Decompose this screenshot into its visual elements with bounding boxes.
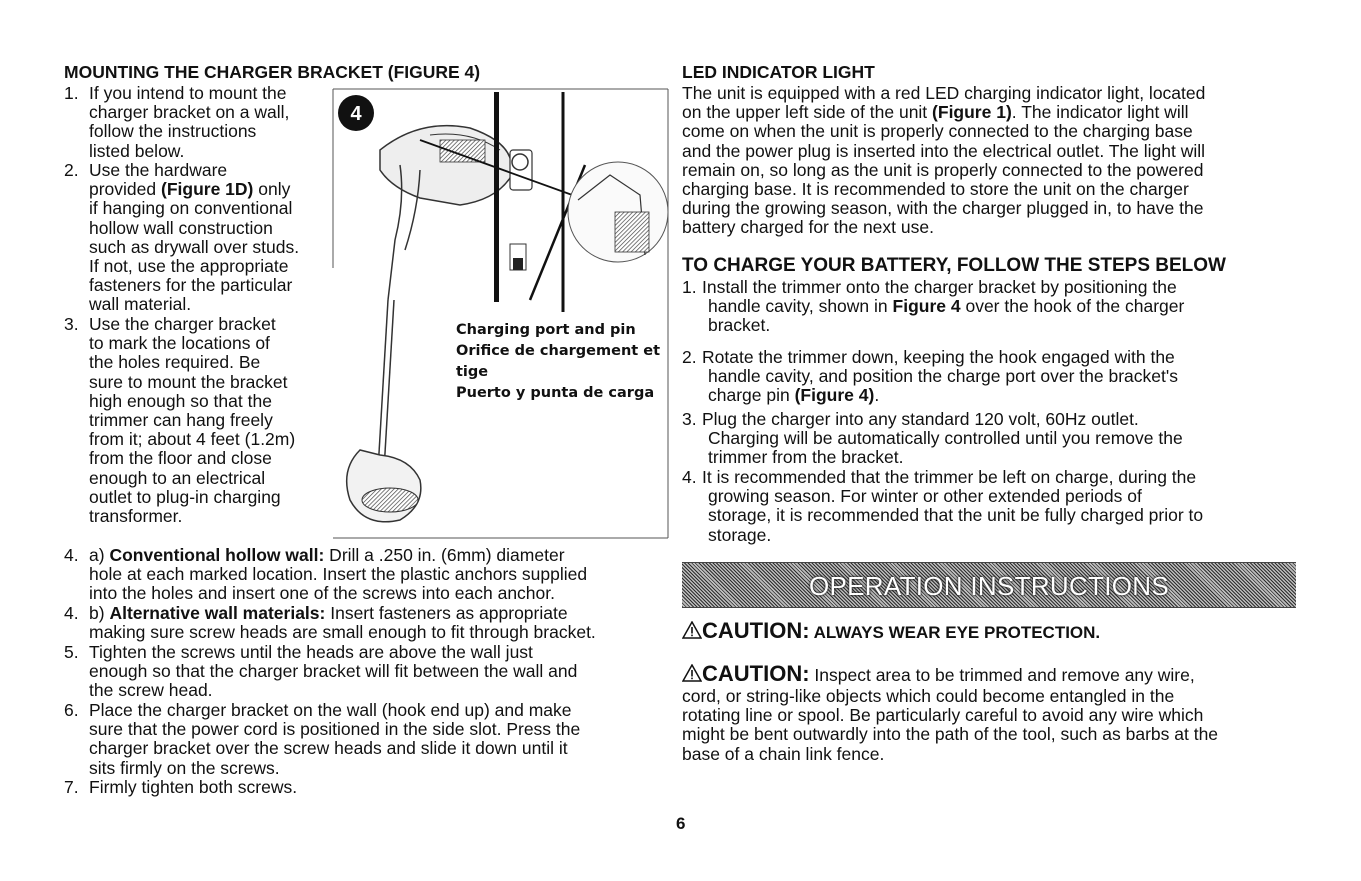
text-line: battery charged for the next use. <box>682 217 934 238</box>
step-number: 2. <box>64 160 79 180</box>
text-fragment: b) <box>89 603 110 623</box>
step-number: 1. <box>64 83 79 103</box>
text-line: rotating line or spool. Be particularly careful to avoid any wire which <box>682 705 1204 726</box>
caution-label: CAUTION: <box>702 661 810 686</box>
led-paragraph <box>682 84 1205 238</box>
text-line: the screw head. <box>89 680 213 701</box>
text-line: into the holes and insert one of the screws into each anchor. <box>89 583 555 604</box>
text-line: follow the instructions <box>89 121 257 142</box>
text-line: wall material. <box>89 294 192 315</box>
text-line <box>682 103 1205 122</box>
text-line: storage, it is recommended that the unit be fully charged prior to <box>708 505 1204 526</box>
text-fragment: a) <box>89 545 110 565</box>
text-line: high enough so that the <box>89 390 272 411</box>
text-line: outlet to plug-in charging <box>89 486 281 507</box>
text-line <box>89 604 596 623</box>
text-line: If not, use the appropriate <box>89 256 289 277</box>
bold-term: Alternative wall materials: <box>109 603 326 623</box>
led-heading: LED INDICATOR LIGHT <box>682 62 875 82</box>
text-line: Plug the charger into any standard 120 volt, 60Hz outlet. <box>702 409 1139 429</box>
caption-line: Orifice de chargement et <box>456 343 661 359</box>
text-line: sure to mount the bracket <box>89 371 288 392</box>
step-number: 1. <box>682 277 697 297</box>
page-number: 6 <box>676 814 686 833</box>
text-line: the holes required. Be <box>89 352 261 373</box>
text-line: The unit is equipped with a red LED charging indicator light, located <box>682 83 1206 103</box>
text-line: charging base. It is recommended to store the unit on the charger <box>682 179 1189 200</box>
text-line: storage. <box>708 524 772 545</box>
caution-label: CAUTION: <box>702 618 810 643</box>
step-number: 4. <box>682 467 697 487</box>
figure-reference: (Figure 1) <box>932 102 1012 123</box>
figure-reference: Figure 4 <box>892 296 961 317</box>
text-line: remain on, so long as the unit is properly connected to the powered <box>682 159 1204 180</box>
text-line: Rotate the trimmer down, keeping the hook engaged with the <box>702 347 1175 367</box>
text-fragment: Insert fasteners as appropriate <box>325 603 568 623</box>
charge-step-2 <box>682 348 1178 406</box>
caution-text: ALWAYS WEAR EYE PROTECTION. <box>809 623 1101 642</box>
text-fragment: only <box>253 179 291 200</box>
text-line: listed below. <box>89 140 185 161</box>
caption-line: tige <box>456 364 489 380</box>
text-line: making sure screw heads are small enough to fit through bracket. <box>89 622 596 643</box>
text-line: handle cavity, and position the charge port over the bracket's <box>708 366 1178 387</box>
text-fragment: . <box>874 385 880 406</box>
text-line: Tighten the screws until the heads are above the wall just <box>89 642 533 662</box>
text-line: Charging will be automatically controlled until you remove the <box>708 428 1183 449</box>
warning-triangle-icon <box>682 664 702 682</box>
text-line: charger bracket over the screw heads and slide it down until it <box>89 738 568 759</box>
caption-line: Puerto y punta de carga <box>456 385 655 401</box>
text-line: cord, or string-like objects which could become entangled in the <box>682 686 1175 706</box>
text-line: such as drywall over studs. <box>89 236 300 257</box>
step-7 <box>64 778 297 797</box>
trimmer-illustration <box>0 0 700 560</box>
text-line: growing season. For winter or other extended periods of <box>708 486 1142 507</box>
text-line <box>708 386 1178 405</box>
text-fragment: provided <box>89 179 161 200</box>
text-line: charger bracket on a wall, <box>89 102 290 123</box>
mounting-heading: MOUNTING THE CHARGER BRACKET (FIGURE 4) <box>64 62 481 82</box>
text-line: Use the hardware <box>89 160 228 180</box>
step-5 <box>64 643 577 701</box>
charge-step-3 <box>682 410 1183 468</box>
step-number: 4. <box>64 603 79 623</box>
text-fragment: Drill a .250 in. (6mm) diameter <box>324 545 565 565</box>
caption-line: Charging port and pin <box>456 322 636 338</box>
figure-reference: (Figure 1D) <box>161 179 254 200</box>
banner-title: OPERATION INSTRUCTIONS <box>808 571 1170 601</box>
caution-text: Inspect area to be trimmed and remove any wire, <box>809 665 1195 685</box>
figure-reference: (Figure 4) <box>794 385 875 406</box>
charge-heading: TO CHARGE YOUR BATTERY, FOLLOW THE STEPS BELOW <box>682 255 1226 276</box>
figure-badge: 4 <box>350 103 362 125</box>
text-line: and the power plug is inserted into the electrical outlet. The light will <box>682 140 1206 161</box>
text-line: to mark the locations of <box>89 333 270 354</box>
text-line: if hanging on conventional <box>89 198 293 219</box>
step-4b <box>64 604 596 642</box>
text-line: Install the trimmer onto the charger bracket by positioning the <box>702 277 1177 297</box>
text-line: trimmer from the bracket. <box>708 447 904 468</box>
step-number: 3. <box>682 409 697 429</box>
text-line: If you intend to mount the <box>89 83 287 103</box>
figure-caption <box>456 320 660 404</box>
text-fragment: . The indicator light will <box>1011 102 1189 123</box>
text-line: Use the charger bracket <box>89 314 276 334</box>
charge-step-4 <box>682 468 1203 545</box>
text-line: Firmly tighten both screws. <box>89 777 298 797</box>
text-line: fasteners for the particular <box>89 275 293 296</box>
text-line: Place the charger bracket on the wall (hook end up) and make <box>89 700 572 720</box>
step-6 <box>64 701 580 778</box>
step-number: 7. <box>64 777 79 797</box>
text-fragment: over the hook of the charger <box>960 296 1185 317</box>
operation-instructions-banner <box>682 562 1296 608</box>
text-line <box>708 297 1184 316</box>
step-number: 3. <box>64 314 79 334</box>
text-line: might be bent outwardly into the path of the tool, such as barbs at the <box>682 724 1219 745</box>
bold-term: Conventional hollow wall: <box>109 545 325 565</box>
text-line: from the floor and close <box>89 448 272 469</box>
caution-eye-protection <box>682 618 1100 644</box>
text-fragment: handle cavity, shown in <box>708 296 893 317</box>
text-line: bracket. <box>708 315 771 336</box>
text-line: sure that the power cord is positioned in the side slot. Press the <box>89 719 581 740</box>
text-line: hollow wall construction <box>89 217 273 238</box>
text-line: during the growing season, with the charger plugged in, to have the <box>682 198 1204 219</box>
text-line: enough so that the charger bracket will fit between the wall and <box>89 661 578 682</box>
caution-inspect-area <box>682 661 1195 687</box>
step-number: 5. <box>64 642 79 662</box>
warning-triangle-icon <box>682 621 702 639</box>
step-number: 4. <box>64 545 79 565</box>
text-line: sits firmly on the screws. <box>89 757 280 778</box>
text-line: from it; about 4 feet (1.2m) <box>89 429 296 450</box>
text-line: enough to an electrical <box>89 467 266 488</box>
text-line: hole at each marked location. Insert the plastic anchors supplied <box>89 564 588 585</box>
step-number: 6. <box>64 700 79 720</box>
text-line: It is recommended that the trimmer be left on charge, during the <box>702 467 1197 487</box>
text-line: trimmer can hang freely <box>89 410 273 431</box>
text-line: transformer. <box>89 506 183 527</box>
caution-inspect-body <box>682 687 1218 764</box>
text-line: come on when the unit is properly connected to the charging base <box>682 121 1193 142</box>
text-line: base of a chain link fence. <box>682 743 885 764</box>
text-fragment: on the upper left side of the unit <box>682 102 933 123</box>
charge-step-1 <box>682 278 1184 336</box>
step-number: 2. <box>682 347 697 367</box>
text-fragment: charge pin <box>708 385 795 406</box>
